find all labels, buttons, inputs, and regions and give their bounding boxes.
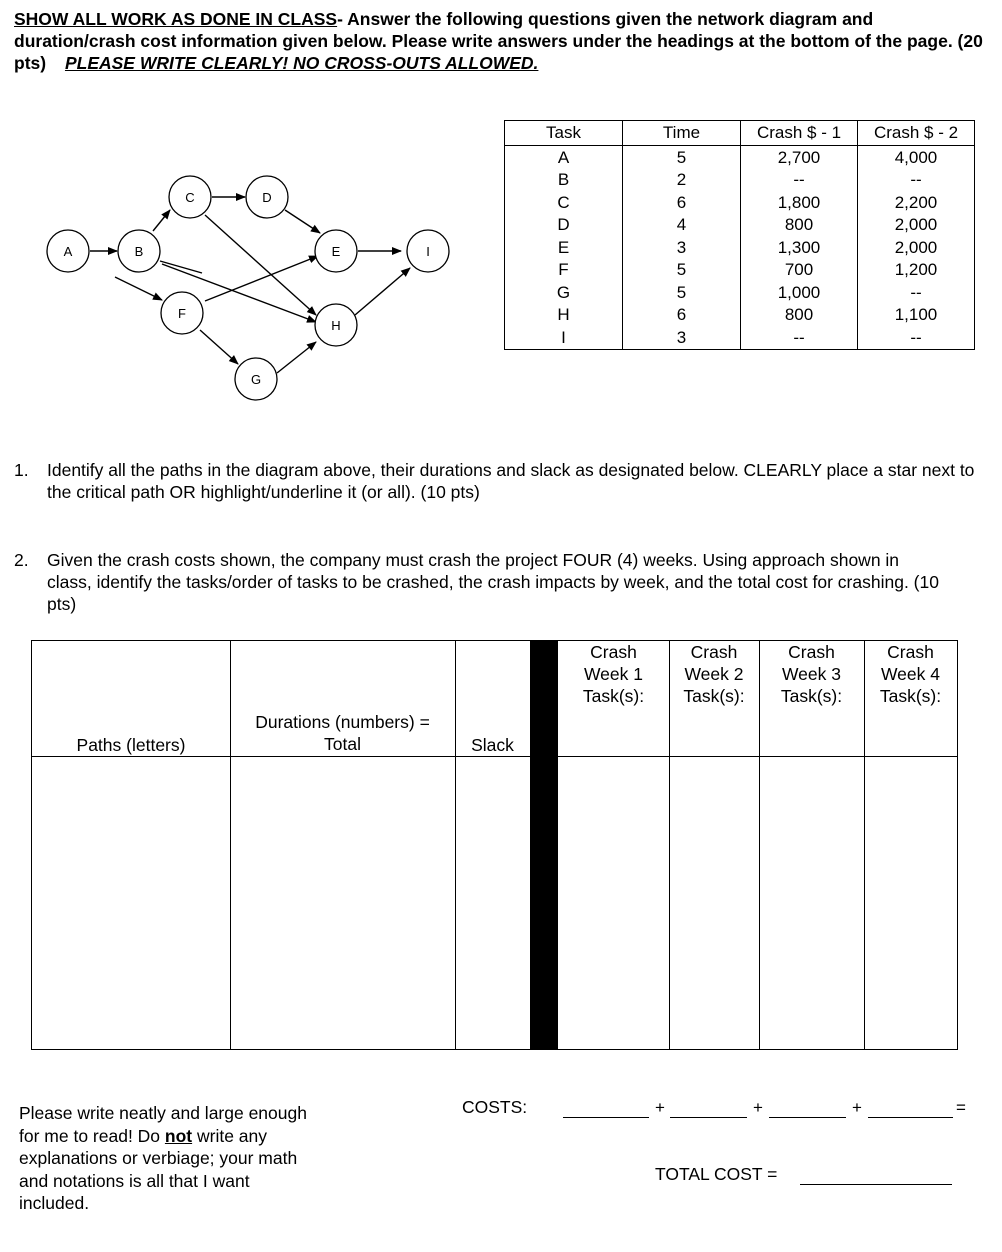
cell-crash-1: -- (741, 326, 858, 349)
cell-crash-1: 1,300 (741, 236, 858, 259)
cost-blank-week-3[interactable] (769, 1117, 846, 1118)
network-edges (90, 197, 410, 373)
instructions-header (14, 8, 989, 74)
crash-label: Crash (788, 642, 835, 662)
node-b (118, 230, 160, 272)
edge-b-f-head (115, 277, 162, 300)
cell-task: B (505, 169, 623, 192)
note-text-before: Please write neatly and large enough for me to read! Do (19, 1103, 307, 1146)
cell-crash-2: -- (858, 169, 975, 192)
cell-time: 3 (623, 236, 741, 259)
slack-header: Slack (471, 735, 514, 755)
crash-week-4-header (864, 641, 957, 707)
question-2-text: Given the crash costs shown, the company must crash the project FOUR (4) weeks. Using approach shown in class, identify the tasks/order of tasks to be crashed, the crash impacts by week, and the total cost for crashing. (10 pts) (47, 550, 939, 614)
note-emphasis: not (164, 1125, 193, 1146)
question-1-number: 1. (14, 460, 29, 480)
col-divider (230, 641, 231, 1049)
question-1-text: Identify all the paths in the diagram above, their durations and slack as designated below. CLEARLY place a star next to the critical path OR highlight/underline it (or all). (10 pts) (47, 460, 975, 502)
cell-task: C (505, 191, 623, 214)
edge-b-c (153, 210, 170, 231)
edge-g-h (277, 342, 316, 373)
table-row (505, 146, 975, 169)
week-label: Week 1 (583, 664, 643, 684)
durations-header (230, 711, 455, 755)
svg-text:H: H (331, 318, 341, 333)
week-label: Week 2 (684, 664, 744, 684)
paths-header: Paths (letters) (76, 735, 186, 755)
cell-task: H (505, 304, 623, 327)
cell-crash-1: 800 (741, 304, 858, 327)
equals-sign: = (956, 1098, 966, 1117)
cell-task: D (505, 214, 623, 237)
black-divider-bar (530, 641, 558, 1049)
crash-week-2-header (669, 641, 759, 707)
total-cost-label: TOTAL COST = (655, 1164, 778, 1184)
cell-crash-1: -- (741, 169, 858, 192)
cell-time: 3 (623, 326, 741, 349)
crash-label: Crash (690, 642, 738, 662)
cell-crash-2: 2,000 (858, 214, 975, 237)
cell-crash-2: -- (858, 326, 975, 349)
plus-sign: + (753, 1098, 763, 1117)
table-row (505, 259, 975, 282)
node-h (315, 304, 357, 346)
table-row (505, 169, 975, 192)
cell-time: 5 (623, 146, 741, 169)
durations-header-line-1: Durations (numbers) = (255, 712, 430, 732)
cost-blank-week-4[interactable] (868, 1117, 953, 1118)
crash-week-1-header (558, 641, 669, 707)
node-a (47, 230, 89, 272)
table-row (505, 191, 975, 214)
crash-label: Crash (590, 642, 637, 662)
costs-label: COSTS: (462, 1097, 528, 1117)
instructions-note (19, 1102, 309, 1215)
cell-crash-1: 2,700 (741, 146, 858, 169)
tasks-label: Task(s): (780, 686, 843, 706)
table-row (505, 236, 975, 259)
cost-blank-week-2[interactable] (670, 1117, 747, 1118)
header-divider (32, 756, 957, 757)
total-cost-blank[interactable] (800, 1184, 952, 1185)
svg-text:I: I (426, 244, 430, 259)
question-2 (14, 549, 944, 615)
cell-crash-1: 1,000 (741, 281, 858, 304)
cell-crash-2: 2,200 (858, 191, 975, 214)
edge-f-g (200, 330, 238, 364)
svg-text:D: D (262, 190, 272, 205)
network-diagram (0, 160, 500, 410)
svg-text:B: B (134, 244, 144, 259)
cell-crash-2: -- (858, 281, 975, 304)
cell-task: E (505, 236, 623, 259)
task-table-header (505, 121, 975, 146)
node-c (169, 176, 211, 218)
node-d (246, 176, 288, 218)
node-f (161, 292, 203, 334)
plus-sign: + (852, 1098, 862, 1117)
node-i (407, 230, 449, 272)
cell-task: I (505, 326, 623, 349)
cell-crash-2: 1,100 (858, 304, 975, 327)
cost-blank-week-1[interactable] (563, 1117, 649, 1118)
table-row (505, 326, 975, 349)
cell-crash-1: 700 (741, 259, 858, 282)
edge-c-h (205, 215, 316, 315)
question-2-number: 2. (14, 550, 29, 570)
edge-h-i (355, 268, 410, 315)
table-row (505, 281, 975, 304)
cell-time: 6 (623, 191, 741, 214)
cell-crash-2: 1,200 (858, 259, 975, 282)
svg-text:F: F (178, 306, 186, 321)
cell-task: G (505, 281, 623, 304)
cell-crash-2: 4,000 (858, 146, 975, 169)
col-time: Time (623, 121, 741, 146)
edge-f-e (205, 256, 318, 301)
col-task: Task (505, 121, 623, 146)
col-crash-1: Crash $ - 1 (741, 121, 858, 146)
header-title-underlined: SHOW ALL WORK AS DONE IN CLASS (14, 9, 338, 29)
plus-sign: + (655, 1098, 665, 1117)
durations-header-line-2: Total (324, 734, 361, 754)
header-title-rest: - Answer the following questions given the network diagram and duration/crash cost information given below. Please write answers under the headings at the bottom of the page. (20 pts) (14, 9, 983, 73)
crash-week-3-header (759, 641, 864, 707)
edge-d-e (285, 210, 320, 233)
note-text-after: write any explanations or verbiage; your math and notations is all that I want included. (19, 1125, 298, 1213)
crash-label: Crash (887, 642, 934, 662)
cell-time: 5 (623, 259, 741, 282)
table-row (505, 214, 975, 237)
cell-time: 2 (623, 169, 741, 192)
cell-task: A (505, 146, 623, 169)
tasks-label: Task(s): (582, 686, 645, 706)
cell-time: 4 (623, 214, 741, 237)
svg-text:C: C (185, 190, 195, 205)
tasks-label: Task(s): (683, 686, 745, 706)
node-e (315, 230, 357, 272)
week-label: Week 4 (880, 664, 940, 684)
svg-text:A: A (63, 244, 73, 259)
svg-text:G: G (250, 372, 262, 387)
cell-time: 5 (623, 281, 741, 304)
header-please: PLEASE WRITE CLEARLY! NO CROSS-OUTS ALLOWED. (64, 53, 539, 73)
cell-task: F (505, 259, 623, 282)
cell-crash-1: 800 (741, 214, 858, 237)
col-divider (455, 641, 456, 1049)
table-row (505, 304, 975, 327)
tasks-label: Task(s): (879, 686, 942, 706)
svg-text:E: E (331, 244, 341, 259)
node-g (235, 358, 277, 400)
week-label: Week 3 (781, 664, 841, 684)
question-1 (14, 459, 994, 503)
answer-table (31, 640, 958, 1050)
col-crash-2: Crash $ - 2 (858, 121, 975, 146)
task-table (504, 120, 975, 350)
cell-crash-1: 1,800 (741, 191, 858, 214)
cell-crash-2: 2,000 (858, 236, 975, 259)
cell-time: 6 (623, 304, 741, 327)
